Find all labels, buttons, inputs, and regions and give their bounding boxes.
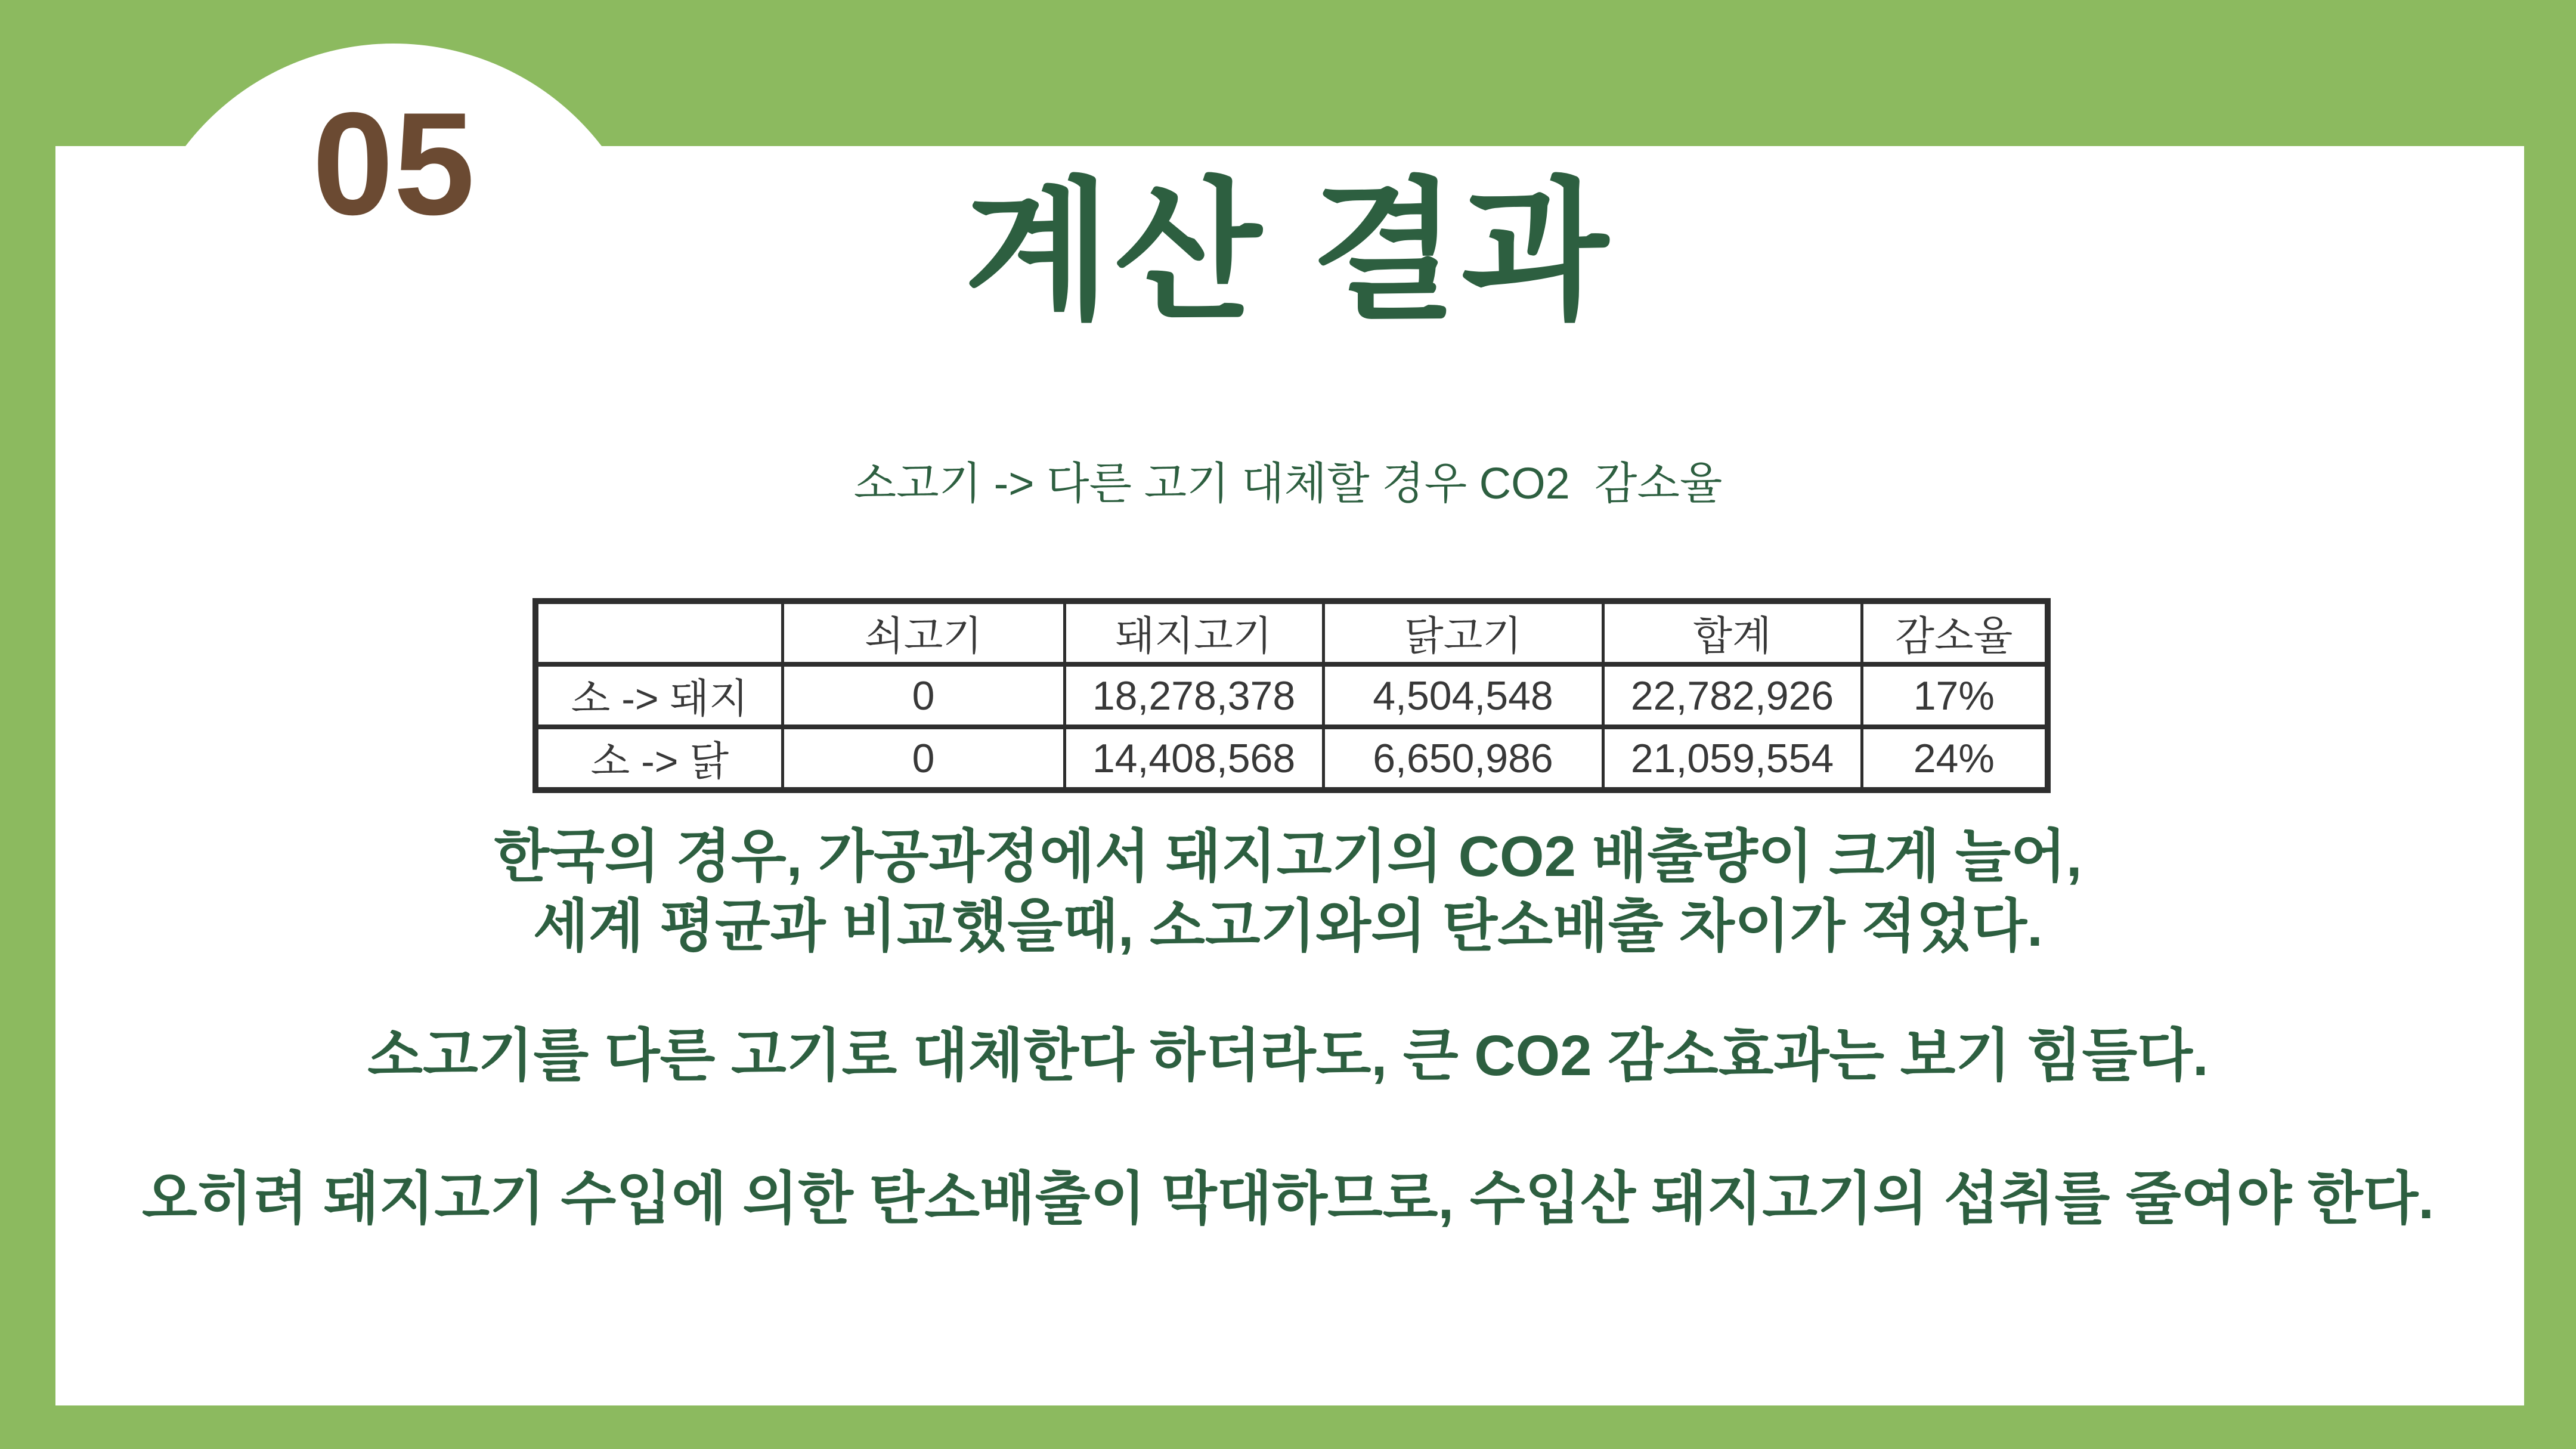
body-text-paragraph2: 소고기를 다른 고기로 대체한다 하더라도, 큰 CO2 감소효과는 보기 힘들다. (367, 1024, 2209, 1088)
body-text-line1: 한국의 경우, 가공과정에서 돼지고기의 CO2 배출량이 크게 늘어, (494, 825, 2082, 888)
cell-pork: 14,408,568 (1064, 727, 1323, 790)
slide-number: 05 (312, 82, 475, 245)
results-table (532, 598, 2051, 793)
cell-chicken: 4,504,548 (1323, 664, 1603, 727)
table-header-total: 합계 (1603, 601, 1862, 664)
table-row-cow-to-chicken (535, 727, 2048, 790)
table-header-chicken: 닭고기 (1323, 601, 1603, 664)
table-header-empty (535, 601, 782, 664)
table-header-row (535, 601, 2048, 664)
table-header-beef: 쇠고기 (782, 601, 1064, 664)
slide-title: 계산 결과 (964, 167, 1612, 337)
table-row-cow-to-pig (535, 664, 2048, 727)
body-text-paragraph1 (0, 822, 2576, 961)
body-text-paragraph3: 오히려 돼지고기 수입에 의한 탄소배출이 막대하므로, 수입산 돼지고기의 섭취를 줄여야 한다. (141, 1167, 2435, 1231)
cell-total: 22,782,926 (1603, 664, 1862, 727)
cell-reduction: 17% (1862, 664, 2048, 727)
cell-pork: 18,278,378 (1064, 664, 1323, 727)
table-header-pork: 돼지고기 (1064, 601, 1323, 664)
row-label: 소 -> 돼지 (535, 664, 782, 727)
row-label: 소 -> 닭 (535, 727, 782, 790)
cell-chicken: 6,650,986 (1323, 727, 1603, 790)
cell-reduction: 24% (1862, 727, 2048, 790)
cell-total: 21,059,554 (1603, 727, 1862, 790)
table-header-reduction: 감소율 (1862, 601, 2048, 664)
table-caption: 소고기 -> 다른 고기 대체할 경우 CO2 감소율 (853, 459, 1723, 508)
body-text-line2: 세계 평균과 비교했을때, 소고기와의 탄소배출 차이가 적었다. (533, 894, 2043, 959)
cell-beef: 0 (782, 727, 1064, 790)
cell-beef: 0 (782, 664, 1064, 727)
